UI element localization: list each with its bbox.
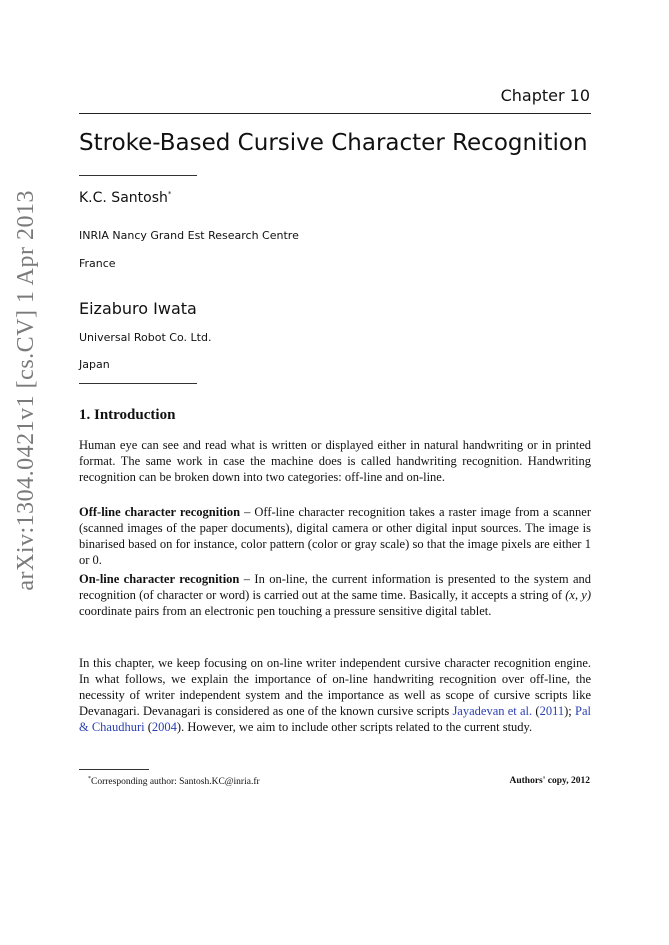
author-1-name: K.C. Santosh bbox=[79, 190, 168, 206]
arxiv-stamp bbox=[6, 150, 46, 630]
citation-jayadevan-year-link[interactable]: 2011 bbox=[539, 704, 565, 718]
footnote-rule bbox=[79, 769, 149, 770]
author-1-affiliation: INRIA Nancy Grand Est Research Centre bbox=[79, 229, 299, 242]
author-1 bbox=[79, 190, 171, 206]
header-rule bbox=[79, 113, 591, 114]
citation-jayadevan-close: ); bbox=[564, 704, 576, 718]
citation-jayadevan-link[interactable]: Jayadevan et al. bbox=[452, 704, 533, 718]
citation-pal-link[interactable]: Pal & Chaudhuri bbox=[79, 704, 591, 734]
chapter-paragraph bbox=[79, 655, 591, 735]
author-2-affiliation: Universal Robot Co. Ltd. bbox=[79, 331, 212, 344]
online-definition bbox=[79, 571, 591, 619]
footnote-mark: * bbox=[88, 776, 91, 782]
footnote bbox=[88, 776, 260, 787]
author-2-name: Eizaburo Iwata bbox=[79, 299, 197, 318]
title-rule bbox=[79, 175, 197, 176]
authors-copy-note: Authors' copy, 2012 bbox=[509, 776, 590, 786]
author-1-footnote-mark[interactable]: * bbox=[167, 190, 172, 198]
citation-pal-open: ( bbox=[144, 720, 152, 734]
online-math: (x, y) bbox=[565, 588, 592, 602]
arxiv-stamp-text: arXiv:1304.0421v1 [cs.CV] 1 Apr 2013 bbox=[12, 189, 39, 591]
citation-pal-close: ). bbox=[176, 720, 185, 734]
section-heading: 1. Introduction bbox=[79, 407, 176, 423]
chapter-text-before: In this chapter, we keep focusing on on-line writer independent cursive character recognition engine. In what follows, we explain the importance of on-line handwriting recognition over off-line, the necessity of writer independent system and the importance as well as scope of cursive scripts like Devanagari. Devanagari is considered as one of the known cursive scripts bbox=[79, 656, 591, 718]
author-2-country: Japan bbox=[79, 358, 110, 371]
paper-title: Stroke-Based Cursive Character Recognition bbox=[79, 130, 588, 156]
chapter-label: Chapter 10 bbox=[500, 86, 590, 105]
offline-text: – Off-line character recognition takes a raster image from a scanner (scanned images of the paper documents), digital camera or other digital input sources. The image is binarised based on for instance, color pattern (color or gray scale) so that the image pixels are either 1 or 0. bbox=[79, 505, 591, 567]
intro-paragraph: Human eye can see and read what is written or displayed either in natural handwriting or in printed format. The same work in case the machine does is called handwriting recognition. Handwriting recognition can be broken down into two categories: off-line and on-line. bbox=[79, 438, 591, 484]
authors-rule bbox=[79, 383, 197, 384]
citation-jayadevan-open: ( bbox=[532, 704, 540, 718]
chapter-text-after: However, we aim to include other scripts related to the current study. bbox=[184, 720, 533, 734]
online-term: On-line character recognition bbox=[79, 572, 240, 586]
offline-term: Off-line character recognition bbox=[79, 505, 241, 519]
online-text-before: – In on-line, the current information is presented to the system and recognition (of character or word) is carried out at the same time. Basically, it accepts a string of bbox=[79, 572, 592, 602]
offline-definition bbox=[79, 504, 591, 568]
citation-pal-year-link[interactable]: 2004 bbox=[151, 720, 177, 734]
footnote-text: Corresponding author: Santosh.KC@inria.fr bbox=[91, 777, 260, 787]
online-text-after: coordinate pairs from an electronic pen touching a pressure sensitive digital tablet. bbox=[79, 604, 492, 618]
author-1-country: France bbox=[79, 257, 116, 270]
